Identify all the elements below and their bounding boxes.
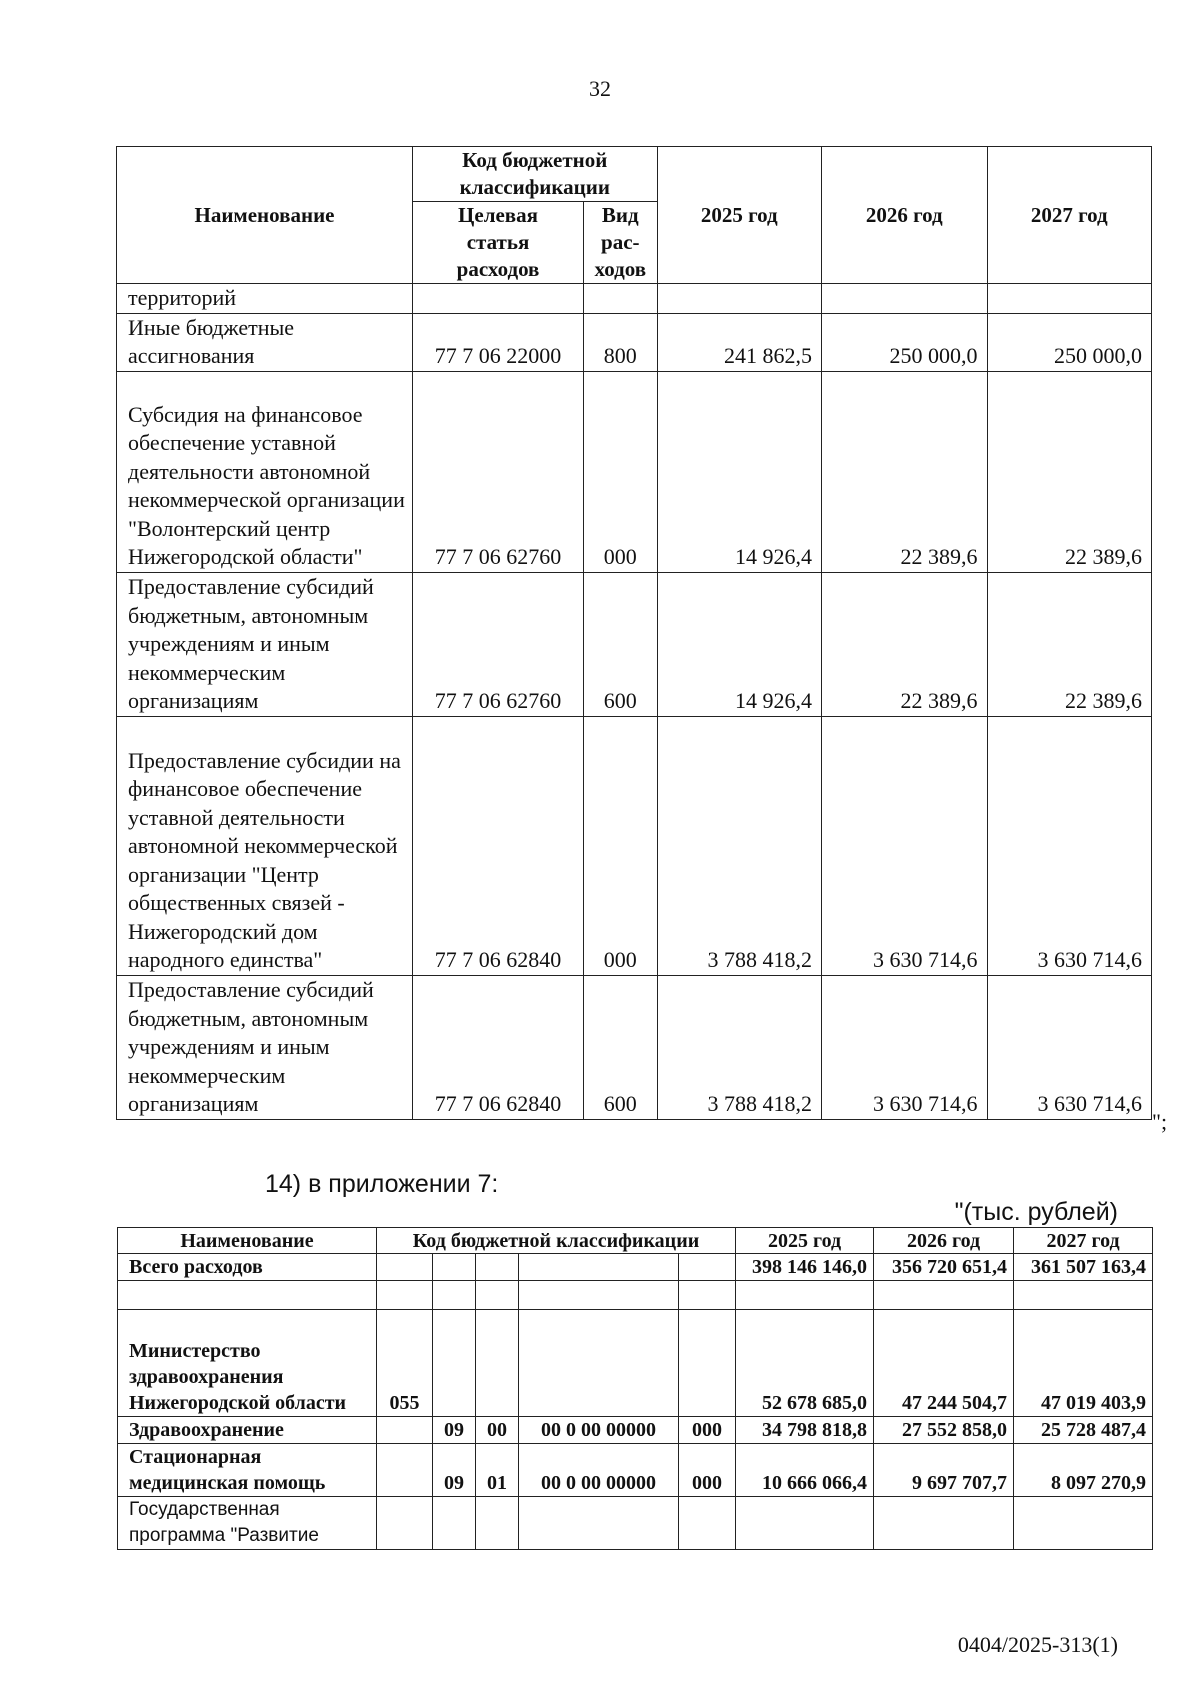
- row-vr: [679, 1310, 736, 1417]
- row-name: Всего расходов: [118, 1254, 377, 1281]
- row-name: Предоставление субсидий бюджетным, автономным учреждениям и иным некоммерческим организациям: [117, 975, 413, 1119]
- row-value-2027: 361 507 163,4: [1014, 1254, 1153, 1281]
- row-value-2027: [987, 284, 1151, 314]
- row-pr: [476, 1281, 519, 1310]
- row-value-2027: 22 389,6: [987, 572, 1151, 716]
- row-rz: [433, 1310, 476, 1417]
- row-ved: [377, 1281, 433, 1310]
- row-csr: 00 0 00 00000: [519, 1444, 679, 1497]
- row-name: Субсидия на финансовое обеспечение уставной деятельности автономной некоммерческой организации "Волонтерский центр Нижегородской области": [117, 371, 413, 572]
- row-value-2026: 9 697 707,7: [874, 1444, 1014, 1497]
- row-name: Предоставление субсидий бюджетным, автономным учреждениям и иным некоммерческим организациям: [117, 572, 413, 716]
- header-2025: 2025 год: [736, 1228, 874, 1254]
- header-kbk: Код бюджетной классификации: [413, 147, 658, 202]
- row-target-code: 77 7 06 62840: [413, 975, 584, 1119]
- row-name: Здравоохранение: [118, 1417, 377, 1444]
- row-value-2026: 250 000,0: [821, 313, 987, 371]
- header-target-article: Целевая статья расходов: [413, 202, 584, 284]
- page-number: 32: [589, 76, 611, 101]
- row-expense-type: 800: [584, 313, 657, 371]
- row-expense-type: 600: [584, 975, 657, 1119]
- table-row: [117, 975, 1152, 1119]
- units-label: "(тыс. рублей): [954, 1198, 1118, 1226]
- row-vr: [679, 1254, 736, 1281]
- row-vr: 000: [679, 1444, 736, 1497]
- table-row: [117, 572, 1152, 716]
- row-csr: [519, 1497, 679, 1550]
- row-value-2027: 3 630 714,6: [987, 975, 1151, 1119]
- table-row: [117, 284, 1152, 314]
- row-name: Предоставление субсидии на финансовое обеспечение уставной деятельности автономной некоммерческой организации "Центр общественных связей - Нижегородский дом народного единства": [117, 716, 413, 975]
- row-value-2026: 3 630 714,6: [821, 975, 987, 1119]
- budget-table-appendix-6: [116, 146, 1152, 1120]
- row-value-2027: [1014, 1281, 1153, 1310]
- row-expense-type: [584, 284, 657, 314]
- budget-table-appendix-7: [117, 1227, 1153, 1550]
- row-value-2025: 241 862,5: [657, 313, 821, 371]
- row-rz: 09: [433, 1417, 476, 1444]
- row-value-2025: 14 926,4: [657, 572, 821, 716]
- header-name: Наименование: [118, 1228, 377, 1254]
- table-row: [117, 371, 1152, 572]
- row-pr: 00: [476, 1417, 519, 1444]
- row-value-2026: [821, 284, 987, 314]
- table-row: [118, 1310, 1153, 1417]
- header-2025: 2025 год: [657, 147, 821, 284]
- row-target-code: 77 7 06 22000: [413, 313, 584, 371]
- row-pr: 01: [476, 1444, 519, 1497]
- row-value-2027: 25 728 487,4: [1014, 1417, 1153, 1444]
- row-expense-type: 600: [584, 572, 657, 716]
- table-row: [117, 716, 1152, 975]
- row-rz: [433, 1254, 476, 1281]
- row-target-code: 77 7 06 62760: [413, 572, 584, 716]
- row-value-2025: 52 678 685,0: [736, 1310, 874, 1417]
- row-pr: [476, 1254, 519, 1281]
- row-value-2025: 3 788 418,2: [657, 975, 821, 1119]
- table-row: [118, 1444, 1153, 1497]
- header-expense-type: Вид рас-ходов: [584, 202, 657, 284]
- row-value-2027: 22 389,6: [987, 371, 1151, 572]
- row-value-2027: 250 000,0: [987, 313, 1151, 371]
- header-kbk: Код бюджетной классификации: [377, 1228, 736, 1254]
- row-value-2025: [736, 1497, 874, 1550]
- row-value-2026: 356 720 651,4: [874, 1254, 1014, 1281]
- row-value-2025: 14 926,4: [657, 371, 821, 572]
- row-value-2027: 3 630 714,6: [987, 716, 1151, 975]
- row-value-2025: [736, 1281, 874, 1310]
- row-name: территорий: [117, 284, 413, 314]
- table-row: [118, 1497, 1153, 1550]
- row-name: Министерство здравоохранения Нижегородской области: [118, 1310, 377, 1417]
- row-value-2026: [874, 1497, 1014, 1550]
- document-code: 0404/2025-313(1): [957, 1632, 1118, 1657]
- row-ved: [377, 1254, 433, 1281]
- row-value-2026: 47 244 504,7: [874, 1310, 1014, 1417]
- row-csr: [519, 1281, 679, 1310]
- row-rz: 09: [433, 1444, 476, 1497]
- row-value-2025: [657, 284, 821, 314]
- closing-quote-mark: ";: [1152, 1109, 1168, 1134]
- row-rz: [433, 1497, 476, 1550]
- row-vr: [679, 1497, 736, 1550]
- row-rz: [433, 1281, 476, 1310]
- row-value-2025: 3 788 418,2: [657, 716, 821, 975]
- row-pr: [476, 1497, 519, 1550]
- row-csr: [519, 1254, 679, 1281]
- row-csr: 00 0 00 00000: [519, 1417, 679, 1444]
- row-csr: [519, 1310, 679, 1417]
- header-2027: 2027 год: [1014, 1228, 1153, 1254]
- row-name: [118, 1281, 377, 1310]
- row-name: Стационарная медицинская помощь: [118, 1444, 377, 1497]
- row-value-2025: 398 146 146,0: [736, 1254, 874, 1281]
- row-value-2026: 22 389,6: [821, 371, 987, 572]
- row-ved: [377, 1497, 433, 1550]
- row-target-code: 77 7 06 62840: [413, 716, 584, 975]
- paragraph-heading: 14) в приложении 7:: [265, 1170, 499, 1198]
- row-expense-type: 000: [584, 371, 657, 572]
- header-name: Наименование: [117, 147, 413, 284]
- table-row-total: [118, 1254, 1153, 1281]
- row-value-2027: [1014, 1497, 1153, 1550]
- row-target-code: 77 7 06 62760: [413, 371, 584, 572]
- row-ved: [377, 1417, 433, 1444]
- header-2026: 2026 год: [821, 147, 987, 284]
- row-pr: [476, 1310, 519, 1417]
- row-value-2025: 10 666 066,4: [736, 1444, 874, 1497]
- row-target-code: [413, 284, 584, 314]
- row-value-2026: 3 630 714,6: [821, 716, 987, 975]
- row-value-2027: 8 097 270,9: [1014, 1444, 1153, 1497]
- row-value-2026: 27 552 858,0: [874, 1417, 1014, 1444]
- row-value-2027: 47 019 403,9: [1014, 1310, 1153, 1417]
- row-name: Иные бюджетные ассигнования: [117, 313, 413, 371]
- table-row: [118, 1281, 1153, 1310]
- row-ved: 055: [377, 1310, 433, 1417]
- row-vr: [679, 1281, 736, 1310]
- table-row: [118, 1417, 1153, 1444]
- row-name: Государственная программа "Развитие: [118, 1497, 377, 1550]
- row-value-2026: 22 389,6: [821, 572, 987, 716]
- row-value-2025: 34 798 818,8: [736, 1417, 874, 1444]
- row-expense-type: 000: [584, 716, 657, 975]
- row-ved: [377, 1444, 433, 1497]
- header-2026: 2026 год: [874, 1228, 1014, 1254]
- row-value-2026: [874, 1281, 1014, 1310]
- row-vr: 000: [679, 1417, 736, 1444]
- header-2027: 2027 год: [987, 147, 1151, 284]
- table-row: [117, 313, 1152, 371]
